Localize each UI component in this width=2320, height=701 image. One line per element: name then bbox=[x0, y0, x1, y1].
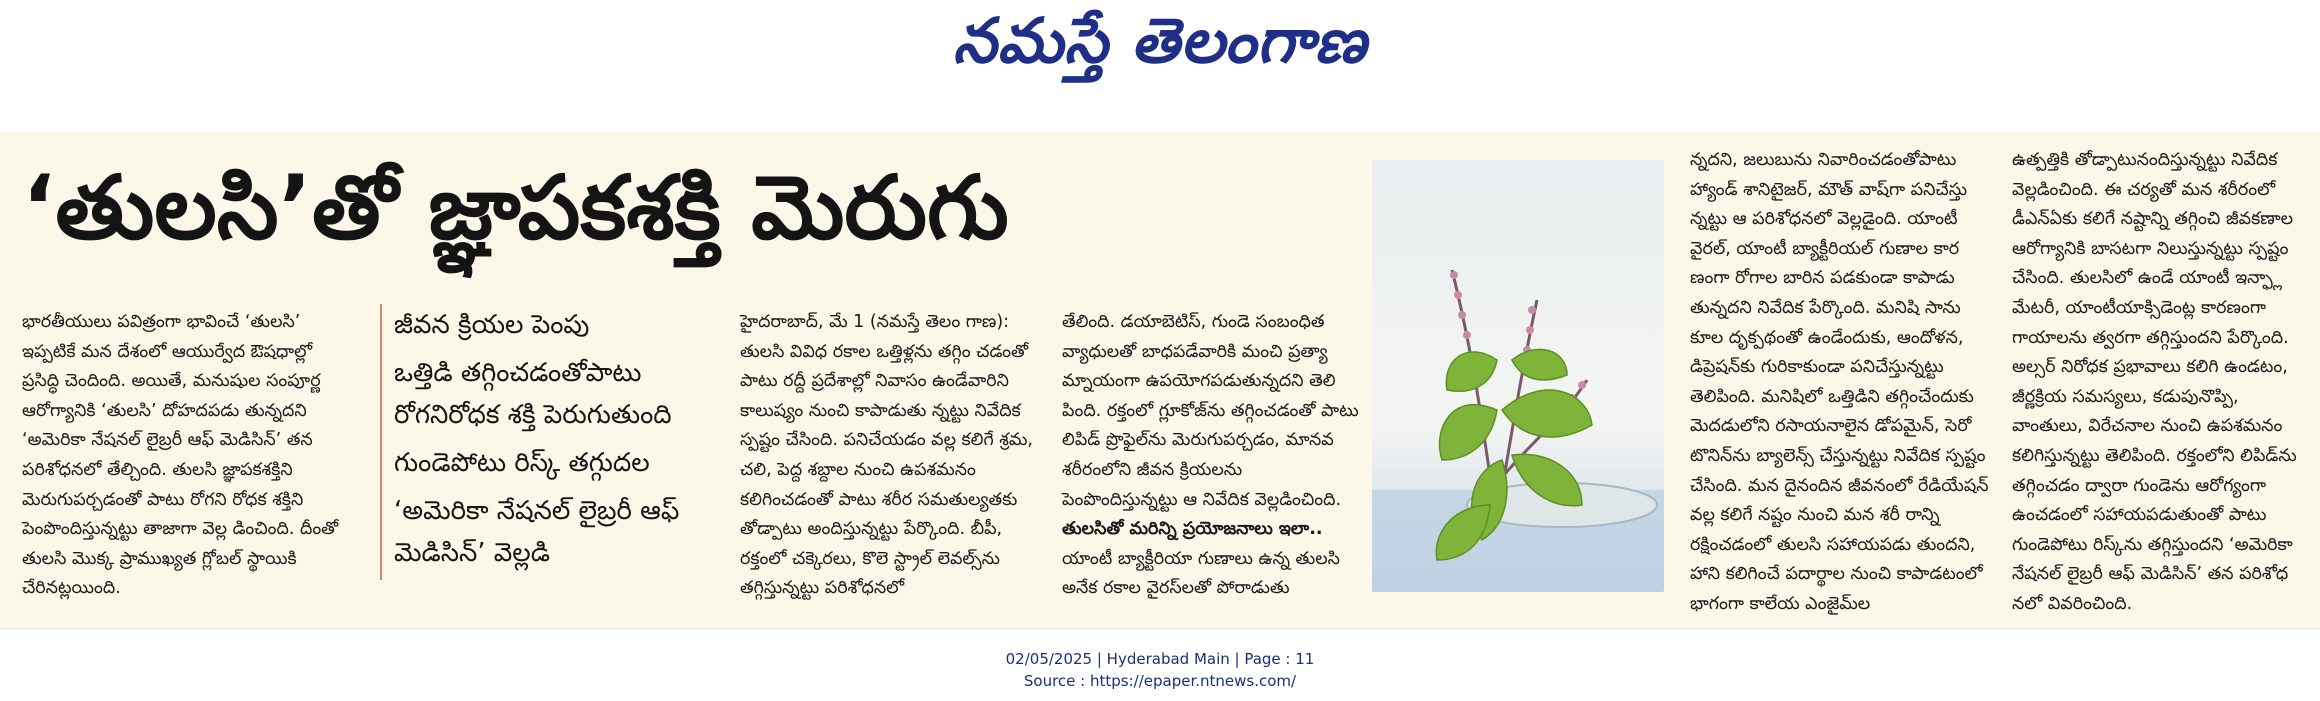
deck-line-2: ఒత్తిడి తగ్గించడంతోపాటు రోగనిరోధక శక్తి పెరుగుతుంది bbox=[394, 358, 672, 430]
column-2-text: హైదరాబాద్, మే 1 (నమస్తే తెలం గాణ): తులసి వివిధ రకాల ఒత్తిళ్లను తగ్గిం చడంతో పాటు రద్దీ ప్రదేశాల్లో నివాసం ఉండేవారిని కాలుష్యం నుంచి కాపాడుతు న్నట్టు నివేదిక స్పష్టం చేసింది. పనిచేయడం వల్ల కలిగే శ్రమ, చలి, పెద్ద శబ్దాల నుంచి ఉపశమనం కలిగించడంతో పాటు శరీర సమతుల్యతకు తోడ్పాటు అందిస్తున్నట్టు పేర్కొంది. బీపీ, రక్తంలో చక్కెరలు, కొలె స్ట్రాల్ లెవల్స్‌ను తగ్గిస్తున్నట్టు పరిశోధనలో bbox=[740, 312, 1033, 599]
column-3-tail: యాంటీ బ్యాక్టీరియా గుణాలు ఉన్న తులసి అనేక రకాల వైరస్‌లతో పోరాడుతు bbox=[1062, 548, 1340, 599]
article-column-5 bbox=[2012, 146, 2308, 620]
page-footer bbox=[0, 648, 2320, 692]
column-4-text: న్నదని, జలుబును నివారించడంతోపాటు హ్యాండ్ శానిటైజర్, మౌత్ వాష్‌గా పనిచేస్తు న్నట్టు ఆ పరిశోధనలో వెల్లడైంది. యాంటీ వైరల్, యాంటీ బ్యాక్టీరియల్ గుణాల కార ణంగా రోగాల బారిన పడకుండా కాపాడు తున్నదని నివేదిక పేర్కొంది. మనిషి సాను కూల దృక్పథంతో ఉండేందుకు, ఆందోళన, డిప్రెషన్‌కు గురికాకుండా పనిచేస్తున్నట్టు తెలిపింది. మనిషిలో ఒత్తిడిని తగ్గించేందుకు మెదడులోని రసాయనాలైన డోపమైన్, సెరో టొనిన్‌ను బ్యాలెన్స్ చేస్తున్నట్టు నివేదిక స్పష్టం చేసింది. మన దైనందిన జీవనంలో రేడియేషన్ వల్ల కలిగే నష్టం నుంచి మన శరీ రాన్ని రక్షించడంలో తులసి సహాయపడు తుందని, హాని కలిగించే పదార్థాల నుంచి కాపాడటంలో భాగంగా కాలేయ ఎంజైమ్‌ల bbox=[1690, 150, 1989, 614]
article-clipping bbox=[0, 132, 2320, 629]
article-deck bbox=[380, 304, 719, 580]
lead-text: భారతీయులు పవిత్రంగా భావించే ‘తులసి’ ఇప్పటికే మన దేశంలో ఆయుర్వేద ఔషధాల్లో ప్రసిద్ధి చెందింది. అయితే, మనుషుల సంపూర్ణ ఆరోగ్యానికి ‘తులసి’ దోహదపడు తున్నదని ‘అమెరికా నేషనల్ లైబ్రరీ ఆఫ్ మెడిసిన్’ తన పరిశోధనలో తేల్చింది. తులసి జ్ఞాపకశక్తిని మెరుగుపర్చడంతో పాటు రోగని రోధక శక్తిని పెంపొందిస్తున్నట్టు తాజాగా వెల్ల డించింది. దీంతో తులసి మొక్క ప్రాముఖ్యత గ్లోబల్ స్థాయికి చేరినట్లయింది. bbox=[22, 312, 339, 599]
tulsi-plant-illustration bbox=[1372, 160, 1664, 592]
column-3-subhead: తులసితో మరిన్ని ప్రయోజనాలు ఇలా.. bbox=[1062, 519, 1323, 540]
article-headline: ‘తులసి’తో జ్ఞాపకశక్తి మెరుగు bbox=[22, 156, 1009, 259]
source-link[interactable]: Source : https://epaper.ntnews.com/ bbox=[1023, 672, 1297, 690]
deck-line-3: గుండెపోటు రిస్క్ తగ్గుదల bbox=[394, 448, 650, 478]
deck-line-4: ‘అమెరికా నేషనల్ లైబ్రరీ ఆఫ్ మెడిసిన్’ వెల్లడి bbox=[394, 496, 680, 568]
article-column-4 bbox=[1690, 146, 1998, 620]
article-column-3 bbox=[1062, 308, 1362, 604]
article-column-2 bbox=[740, 308, 1050, 604]
article-lead-column bbox=[22, 308, 344, 604]
deck-line-1: జీవన క్రియల పెంపు bbox=[394, 310, 590, 340]
column-3-text: తేలింది. డయాబెటిస్, గుండె సంబంధిత వ్యాధులతో బాధపడేవారికి మంచి ప్రత్యా మ్నాయంగా ఉపయోగపడుతున్నదని తెలి పింది. రక్తంలో గ్లూకోజ్‌ను తగ్గించడంతో పాటు లిపిడ్ ప్రొఫైల్‌ను మెరుగుపర్చడం, మానవ శరీరంలోని జీవన క్రియలను పెంపొందిస్తున్నట్టు ఆ నివేదిక వెల్లడించింది. bbox=[1062, 312, 1359, 510]
column-5-text: ఉత్పత్తికి తోడ్పాటునందిస్తున్నట్టు నివేదిక వెల్లడించింది. ఈ చర్యతో మన శరీరంలో డీఎన్ఏకు కలిగే నష్టాన్ని తగ్గించి జీవకణాల ఆరోగ్యానికి బాసటగా నిలుస్తున్నట్టు స్పష్టం చేసింది. తులసిలో ఉండే యాంటీ ఇన్ఫ్లా మేటరీ, యాంటీయాక్సిడెంట్ల కారణంగా గాయాలను త్వరగా తగ్గిస్తుందని పేర్కొంది. అల్సర్ నిరోధక ప్రభావాలు కలిగి ఉండటం, జీర్ణక్రియ సమస్యలు, కడుపునొప్పి, వాంతులు, విరేచనాల నుంచి ఉపశమనం కలిగిస్తున్నట్టు తెలిపింది. రక్తంలోని లిపిడ్‌ను తగ్గించడం ద్వారా గుండెను ఆరోగ్యంగా ఉంచడంలో సహాయపడుతుంతో పాటు గుండెపోటు రిస్క్‌ను తగ్గిస్తుందని ‘అమెరికా నేషనల్ లైబ్రరీ ఆఫ్ మెడిసిన్’ తన పరిశోధ నలో వివరించింది. bbox=[2012, 150, 2297, 614]
edition-info: 02/05/2025 | Hyderabad Main | Page : 11 bbox=[1005, 650, 1315, 668]
newspaper-masthead: నమస్తే తెలంగాణ bbox=[952, 4, 1368, 77]
tulsi-plant-photo bbox=[1372, 160, 1664, 592]
